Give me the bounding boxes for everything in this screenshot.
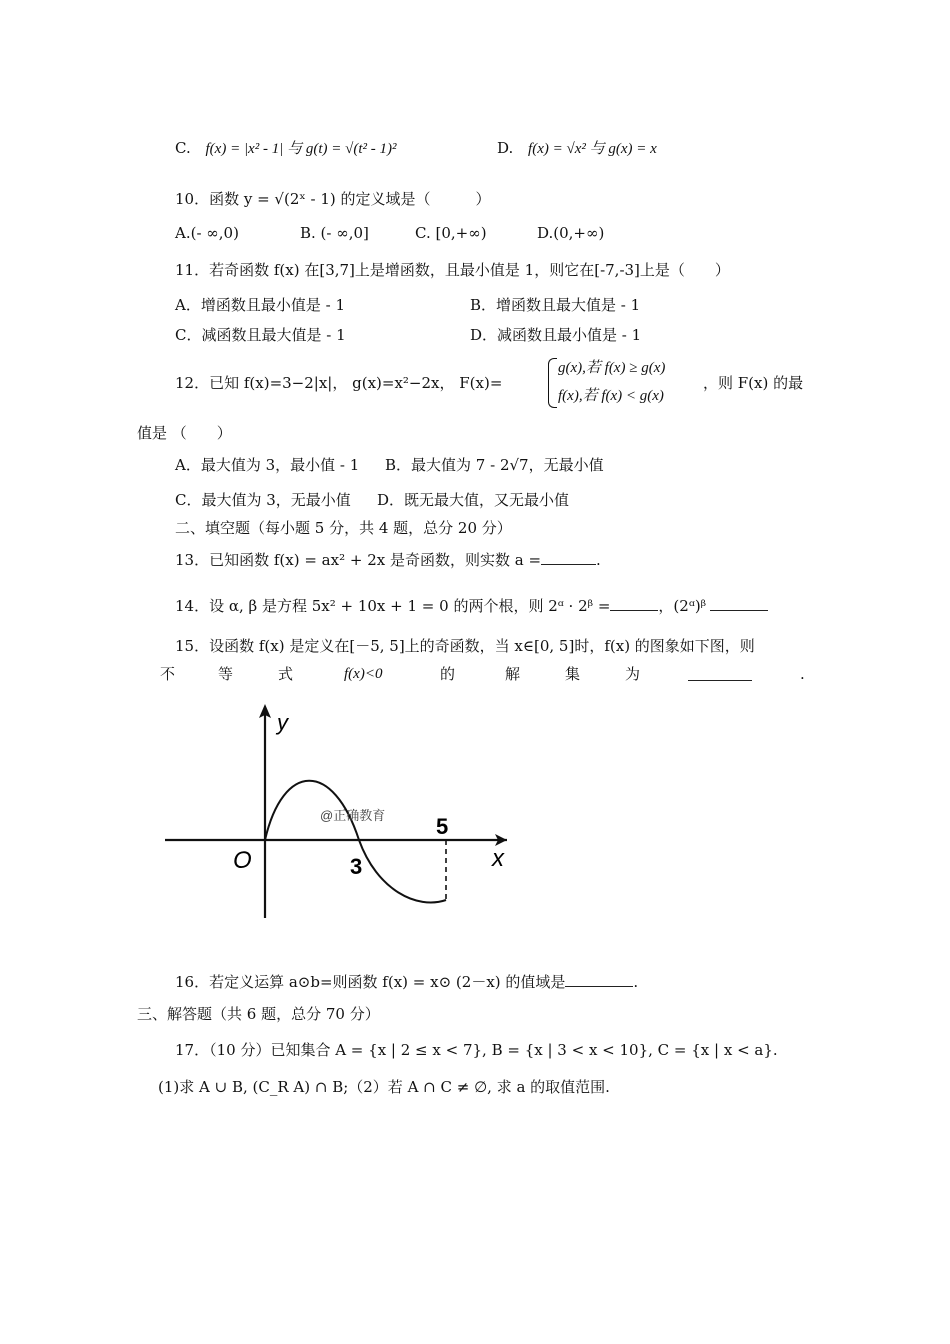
q15-cont-1: 不 <box>160 665 176 683</box>
q9-option-c-label: C. <box>175 139 191 157</box>
q16-answer-blank[interactable] <box>565 972 633 987</box>
q10-option-b: B. (- ∞,0] <box>300 224 369 242</box>
q15-cont-6: 解 <box>505 665 521 683</box>
q17-stem: 17．（10 分）已知集合 A = {x | 2 ≤ x < 7}, B = {x | 3 < x < 10}, C = {x | x < a}. <box>175 1041 778 1059</box>
q16-end: . <box>633 973 639 991</box>
q15-cont-4: f(x)<0 <box>344 666 383 682</box>
section-2-heading: 二、填空题（每小题 5 分，共 4 题，总分 20 分） <box>175 519 512 537</box>
q14-answer-blank-1[interactable] <box>610 596 658 611</box>
q13-stem: 13．已知函数 f(x) = ax² + 2x 是奇函数，则实数 a = <box>175 551 542 569</box>
q12-option-c: C．最大值为 3，无最小值 <box>175 491 351 509</box>
q11-option-a: A．增函数且最小值是 - 1 <box>175 296 345 314</box>
function-graph <box>165 700 525 925</box>
q9-option-d <box>497 138 657 159</box>
section-3-heading: 三、解答题（共 6 题，总分 70 分） <box>137 1005 380 1023</box>
q10-stem: 10．函数 y = √(2ˣ - 1) 的定义域是（ ） <box>175 190 491 208</box>
q13-end: . <box>596 551 601 569</box>
q14-mid: ，(2ᵅ)ᵝ <box>658 597 707 615</box>
q12-option-a: A．最大值为 3，最小值 - 1 <box>175 456 360 474</box>
q17-sub: (1)求 A ∪ B, (C_R A) ∩ B;（2）若 A ∩ C ≠ ∅, 求 a 的取值范围. <box>158 1078 610 1096</box>
q10-option-c: C. [0,+∞) <box>415 224 487 242</box>
q12-case-1: g(x),若 f(x) ≥ g(x) <box>558 360 666 376</box>
q13-answer-blank[interactable] <box>541 550 596 565</box>
tick-label-5: 5 <box>436 814 449 839</box>
q11-stem: 11．若奇函数 f(x) 在[3,7]上是增函数，且最小值是 1，则它在[-7,-3]上是（ ） <box>175 261 730 279</box>
q12-option-d: D．既无最大值，又无最小值 <box>377 491 570 509</box>
q11-option-b: B．增函数且最大值是 - 1 <box>470 296 641 314</box>
q16-stem: 16．若定义运算 a⊙b=则函数 f(x) = x⊙ (2－x) 的值域是 <box>175 973 566 991</box>
q12-stem-end: ，则 F(x) 的最 <box>703 374 804 392</box>
q12-stem-start: 12．已知 f(x)=3−2|x|， g(x)=x²−2x， F(x)= <box>175 374 503 392</box>
q10-option-d: D.(0,+∞) <box>537 224 605 242</box>
q12-option-b: B．最大值为 7 - 2√7，无最小值 <box>385 456 604 474</box>
q12-piecewise-brace <box>548 358 557 408</box>
y-axis-label: y <box>277 710 288 735</box>
q16 <box>175 972 638 992</box>
q15-cont-7: 集 <box>565 665 581 683</box>
q15-cont-3: 式 <box>278 665 294 683</box>
q13 <box>175 550 601 570</box>
q9-option-c-expr: f(x) = |x² - 1| 与 g(t) = √(t² - 1)² <box>205 141 397 157</box>
q10-option-a: A.(- ∞,0) <box>175 224 239 242</box>
tick-label-3: 3 <box>350 854 363 879</box>
q15-cont-8: 为 <box>625 665 641 683</box>
q15-end: . <box>800 665 805 683</box>
q15-cont-5: 的 <box>440 665 456 683</box>
watermark: @正确教育 <box>320 808 386 823</box>
q12-stem-cont: 值是 （ ） <box>137 424 232 442</box>
q15-stem: 15．设函数 f(x) 是定义在[－5, 5]上的奇函数，当 x∈[0, 5]时，f(x) 的图象如下图，则 <box>175 637 755 655</box>
q11-option-d: D．减函数且最小值是 - 1 <box>470 326 642 344</box>
q12-case-2: f(x),若 f(x) < g(x) <box>558 388 664 404</box>
x-axis-label: x <box>492 845 504 872</box>
q14-stem: 14．设 α, β 是方程 5x² + 10x + 1 = 0 的两个根，则 2ᵅ · 2ᵝ = <box>175 597 611 615</box>
q9-option-c <box>175 138 397 159</box>
q9-option-d-expr: f(x) = √x² 与 g(x) = x <box>528 141 657 157</box>
q14-answer-blank-2[interactable] <box>710 596 768 611</box>
q9-option-d-label: D. <box>497 139 514 157</box>
q15-cont-2: 等 <box>218 665 234 683</box>
origin-label: O <box>233 847 252 874</box>
q14 <box>175 596 768 616</box>
q15-answer-blank[interactable] <box>688 680 752 681</box>
function-curve <box>265 781 449 903</box>
q11-option-c: C．减函数且最大值是 - 1 <box>175 326 346 344</box>
